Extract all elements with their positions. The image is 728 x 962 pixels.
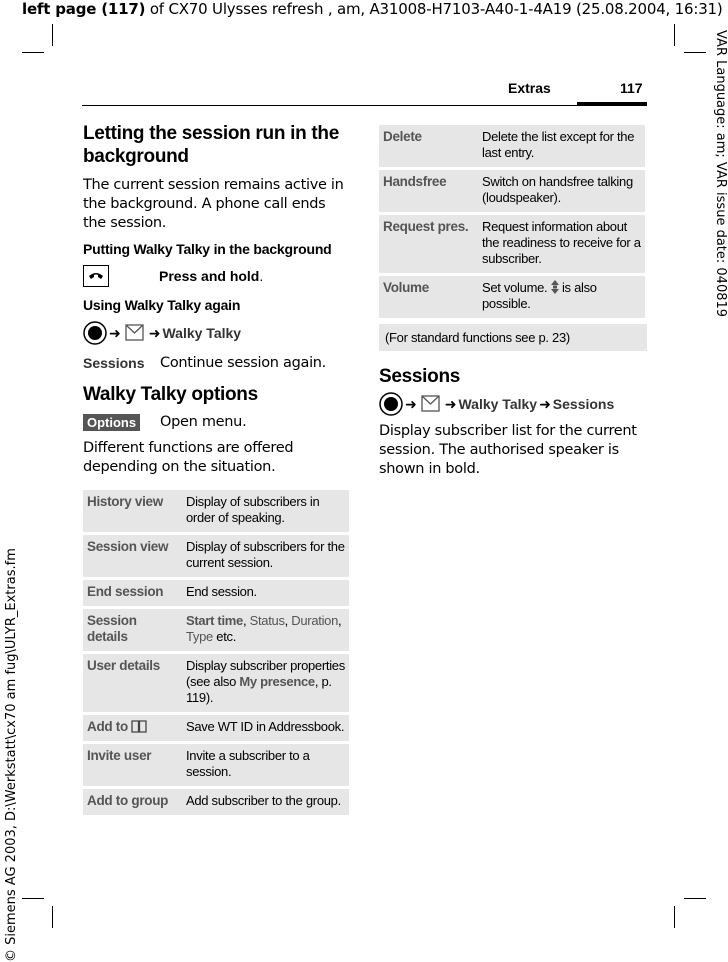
crop-mark xyxy=(674,906,675,928)
user-details-post: , p. 119). xyxy=(186,674,332,705)
navigation-key-icon xyxy=(379,392,403,416)
press-hold-dot: . xyxy=(259,268,264,284)
addressbook-icon xyxy=(131,719,147,733)
table-row xyxy=(83,535,349,577)
option-desc xyxy=(182,609,349,651)
crop-mark xyxy=(684,52,706,53)
arrow-icon: ➜ xyxy=(405,395,417,412)
menu-item-walky-talky: Walky Talky xyxy=(458,396,538,412)
sessions-menu-path xyxy=(379,392,647,416)
option-key: Volume xyxy=(379,276,478,318)
table-row xyxy=(379,276,645,318)
messages-icon xyxy=(421,395,441,413)
option-desc: Display of subscribers in order of speaking. xyxy=(182,490,349,532)
menu-item-walky-talky: Walky Talky xyxy=(162,325,242,341)
option-desc xyxy=(182,654,349,712)
end-key-line xyxy=(83,265,351,287)
options-softkey-wrap xyxy=(83,414,160,431)
options-heading: Walky Talky options xyxy=(83,384,258,405)
option-desc: Request information about the readiness to receive for a subscriber. xyxy=(478,215,645,273)
my-presence-ref: My presence xyxy=(239,674,315,689)
background-heading: Letting the session run in the background xyxy=(83,123,339,167)
option-key: Delete xyxy=(379,125,478,167)
option-key: Session view xyxy=(83,535,182,577)
crop-mark xyxy=(52,906,53,928)
table-row xyxy=(83,580,349,606)
volume-pre: Set volume. xyxy=(482,280,551,295)
press-hold-label: Press and hold xyxy=(159,268,260,284)
sessions-term: Sessions xyxy=(83,355,145,371)
table-row xyxy=(379,125,645,167)
option-desc: Switch on handsfree talking (loudspeaker). xyxy=(478,170,645,212)
option-key: Handsfree xyxy=(379,170,478,212)
arrow-icon: ➜ xyxy=(444,395,457,412)
navigation-key-icon xyxy=(83,321,107,345)
side-note-right: VAR Language: am; VAR issue date: 040819 xyxy=(713,30,728,318)
table-row xyxy=(379,170,645,212)
table-row xyxy=(83,744,349,786)
start-time-text: Start time xyxy=(186,613,243,628)
crop-mark xyxy=(22,52,44,53)
separator-text: , xyxy=(284,613,292,628)
side-note-left: © Siemens AG 2003, D:\Werkstatt\cx70 am fug\ULYR_Extras.fm xyxy=(4,548,19,962)
options-softkey: Options xyxy=(83,414,140,431)
crop-mark xyxy=(22,898,44,899)
sessions-term-line xyxy=(83,355,351,371)
option-desc: Delete the list except for the last entry. xyxy=(478,125,645,167)
print-header-meta: of CX70 Ulysses refresh , am, A31008-H7103-A40-1-4A19 (25.08.2004, 16:31) xyxy=(145,0,723,18)
table-row xyxy=(379,215,645,273)
messages-icon xyxy=(125,324,145,342)
putting-subheading: Putting Walky Talky in the background xyxy=(83,241,332,257)
right-column xyxy=(379,122,647,487)
end-key-icon xyxy=(83,265,109,287)
arrow-icon: ➜ xyxy=(148,324,161,341)
sessions-definition: Continue session again. xyxy=(160,355,326,371)
option-desc: End session. xyxy=(182,580,349,606)
volume-post: is also possible. xyxy=(482,280,597,311)
options-term-line xyxy=(83,414,351,431)
crop-mark xyxy=(674,24,675,46)
option-key-add-to xyxy=(83,715,182,741)
separator-text: , xyxy=(242,613,250,628)
option-key: History view xyxy=(83,490,182,532)
volume-key-icon xyxy=(551,280,559,294)
option-key: User details xyxy=(83,654,182,712)
options-text: Different functions are offered depending on the situation. xyxy=(83,440,294,475)
option-key: Request pres. xyxy=(379,215,478,273)
option-key: End session xyxy=(83,580,182,606)
option-desc xyxy=(478,276,645,318)
option-key: Invite user xyxy=(83,744,182,786)
using-subheading: Using Walky Talky again xyxy=(83,297,241,313)
standard-functions-note: (For standard functions see p. 23) xyxy=(379,324,647,351)
header-rule xyxy=(82,105,647,106)
menu-path-line xyxy=(83,321,351,345)
status-text: Status xyxy=(249,613,285,628)
crop-mark xyxy=(52,24,53,46)
etc-text: etc. xyxy=(212,629,237,644)
arrow-icon: ➜ xyxy=(109,324,121,341)
background-text: The current session remains active in the background. A phone call ends the session. xyxy=(83,177,344,231)
add-to-label: Add to xyxy=(87,719,128,734)
option-desc: Save WT ID in Addressbook. xyxy=(182,715,349,741)
menu-item-sessions: Sessions xyxy=(552,396,615,412)
options-definition: Open menu. xyxy=(160,414,247,430)
left-column xyxy=(83,122,351,818)
table-row xyxy=(83,789,349,815)
option-key: Session details xyxy=(83,609,182,651)
print-header xyxy=(22,0,723,18)
running-head-title: Extras xyxy=(508,80,551,96)
crop-mark xyxy=(684,898,706,899)
header-rule-accent xyxy=(577,102,647,105)
user-details-pre: Display subscriber properties (see also xyxy=(186,658,345,689)
options-table-continued xyxy=(379,122,645,321)
option-desc: Display of subscribers for the current session. xyxy=(182,535,349,577)
type-text: Type xyxy=(186,629,213,644)
page-number: 117 xyxy=(620,80,643,96)
table-row xyxy=(83,609,349,651)
duration-text: Duration xyxy=(291,613,339,628)
options-table xyxy=(83,487,349,818)
sessions-text: Display subscriber list for the current session. The authorised speaker is shown in bold. xyxy=(379,423,637,477)
separator-text: , xyxy=(338,613,342,628)
arrow-icon: ➜ xyxy=(539,395,551,412)
press-hold-text xyxy=(159,268,263,284)
table-row xyxy=(83,715,349,741)
table-row xyxy=(83,654,349,712)
option-desc: Add subscriber to the group. xyxy=(182,789,349,815)
option-key: Add to group xyxy=(83,789,182,815)
option-desc: Invite a subscriber to a session. xyxy=(182,744,349,786)
print-header-page: left page (117) xyxy=(22,0,146,18)
table-row xyxy=(83,490,349,532)
sessions-heading: Sessions xyxy=(379,366,461,387)
